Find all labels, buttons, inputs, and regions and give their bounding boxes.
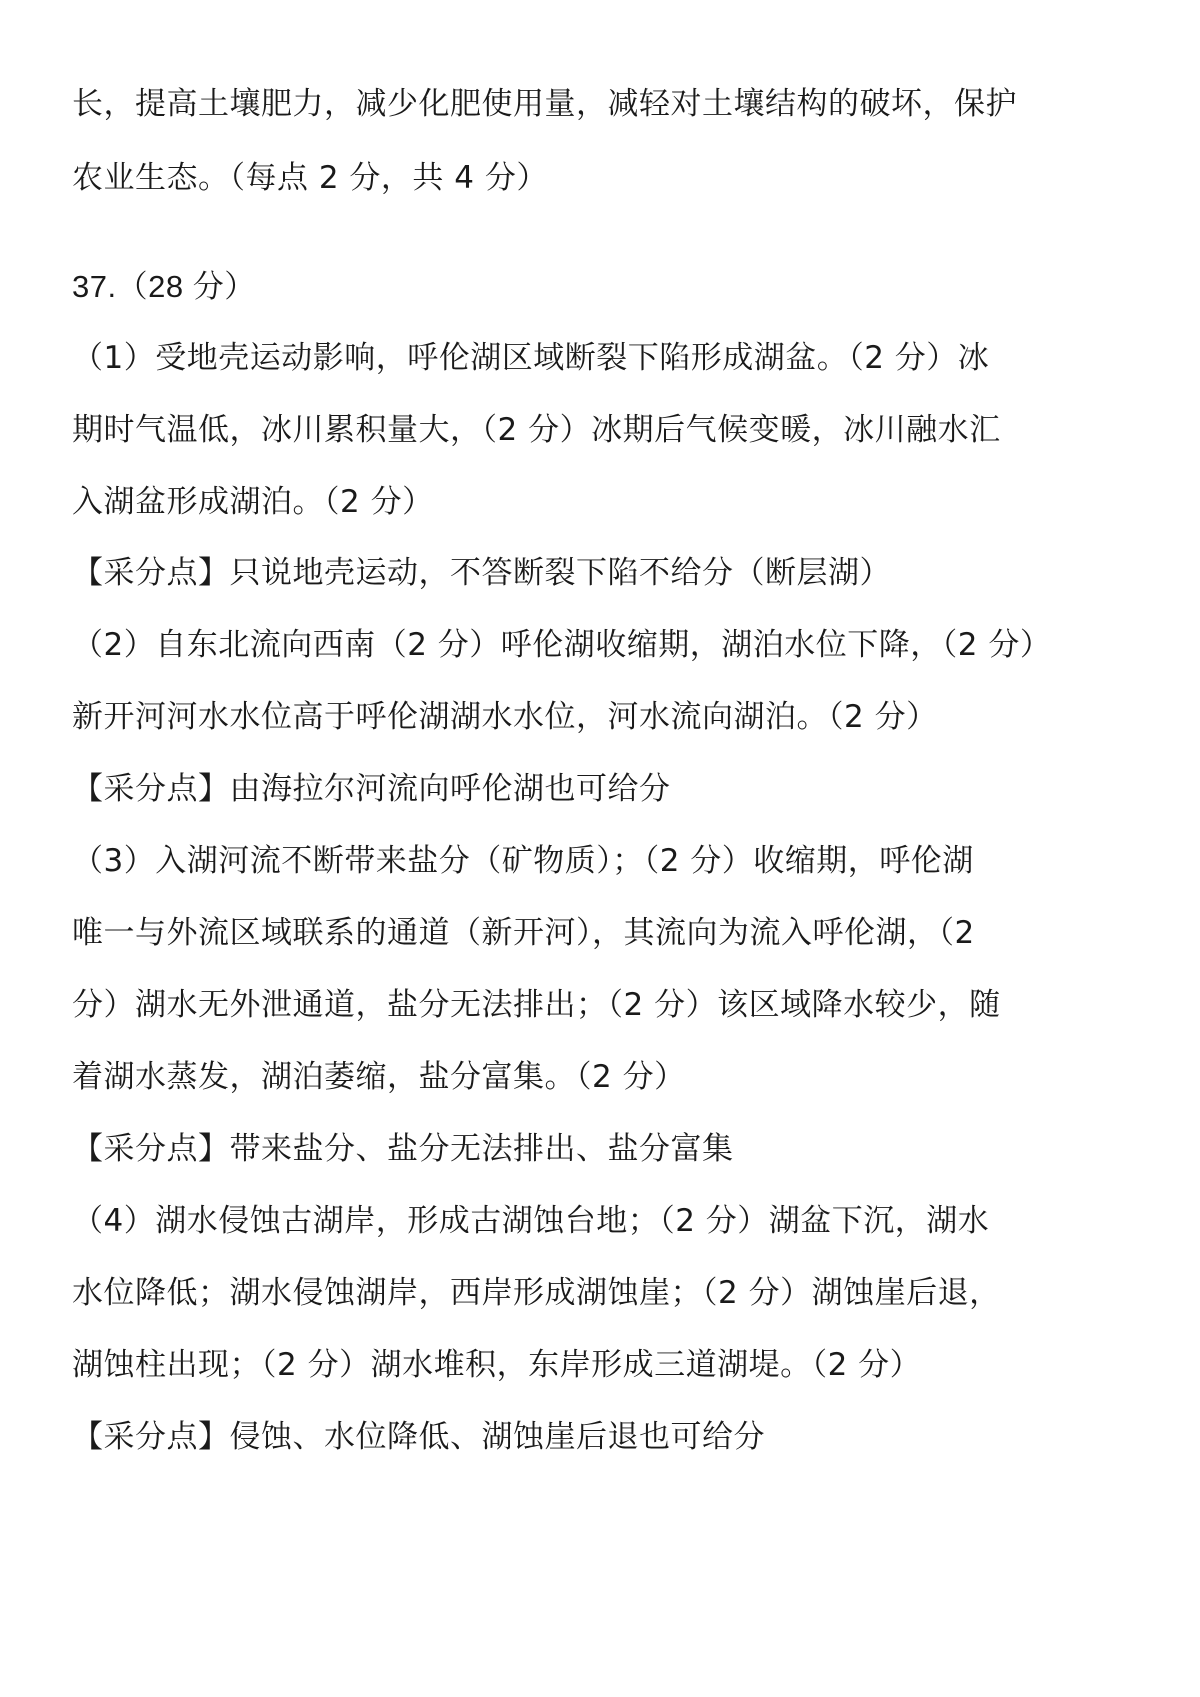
answer-3-line-4: 着湖水蒸发，湖泊萎缩，盐分富集。（2 分）: [72, 1059, 686, 1095]
question-header: 37.（28 分）: [72, 269, 256, 304]
intro-line-2: 农业生态。（每点 2 分，共 4 分）: [72, 160, 548, 196]
answer-1-line-3: 入湖盆形成湖泊。（2 分）: [72, 484, 434, 520]
scoring-point-3: 【采分点】带来盐分、盐分无法排出、盐分富集: [72, 1131, 734, 1167]
answer-1-line-1: （1）受地壳运动影响，呼伦湖区域断裂下陷形成湖盆。（2 分）冰: [72, 340, 990, 376]
answer-4-line-3: 湖蚀柱出现；（2 分）湖水堆积，东岸形成三道湖堤。（2 分）: [72, 1347, 922, 1383]
answer-3-line-3: 分）湖水无外泄通道，盐分无法排出；（2 分）该区域降水较少，随: [72, 987, 1001, 1023]
answer-2-line-1: （2）自东北流向西南（2 分）呼伦湖收缩期，湖泊水位下降，（2 分）: [72, 627, 1052, 663]
answer-3-line-2: 唯一与外流区域联系的通道（新开河），其流向为流入呼伦湖，（2: [72, 915, 975, 951]
scoring-point-2: 【采分点】由海拉尔河流向呼伦湖也可给分: [72, 771, 671, 807]
intro-line-1: 长，提高土壤肥力，减少化肥使用量，减轻对土壤结构的破坏，保护: [72, 86, 1017, 122]
scoring-point-1: 【采分点】只说地壳运动，不答断裂下陷不给分（断层湖）: [72, 555, 891, 591]
answer-1-line-2: 期时气温低，冰川累积量大，（2 分）冰期后气候变暖，冰川融水汇: [72, 412, 1001, 448]
answer-2-line-2: 新开河河水水位高于呼伦湖湖水水位，河水流向湖泊。（2 分）: [72, 699, 938, 735]
answer-4-line-2: 水位降低；湖水侵蚀湖岸，西岸形成湖蚀崖；（2 分）湖蚀崖后退，: [72, 1275, 1001, 1311]
scoring-point-4: 【采分点】侵蚀、水位降低、湖蚀崖后退也可给分: [72, 1419, 765, 1455]
answer-3-line-1: （3）入湖河流不断带来盐分（矿物质）；（2 分）收缩期，呼伦湖: [72, 843, 974, 879]
answer-4-line-1: （4）湖水侵蚀古湖岸，形成古湖蚀台地；（2 分）湖盆下沉，湖水: [72, 1203, 990, 1239]
